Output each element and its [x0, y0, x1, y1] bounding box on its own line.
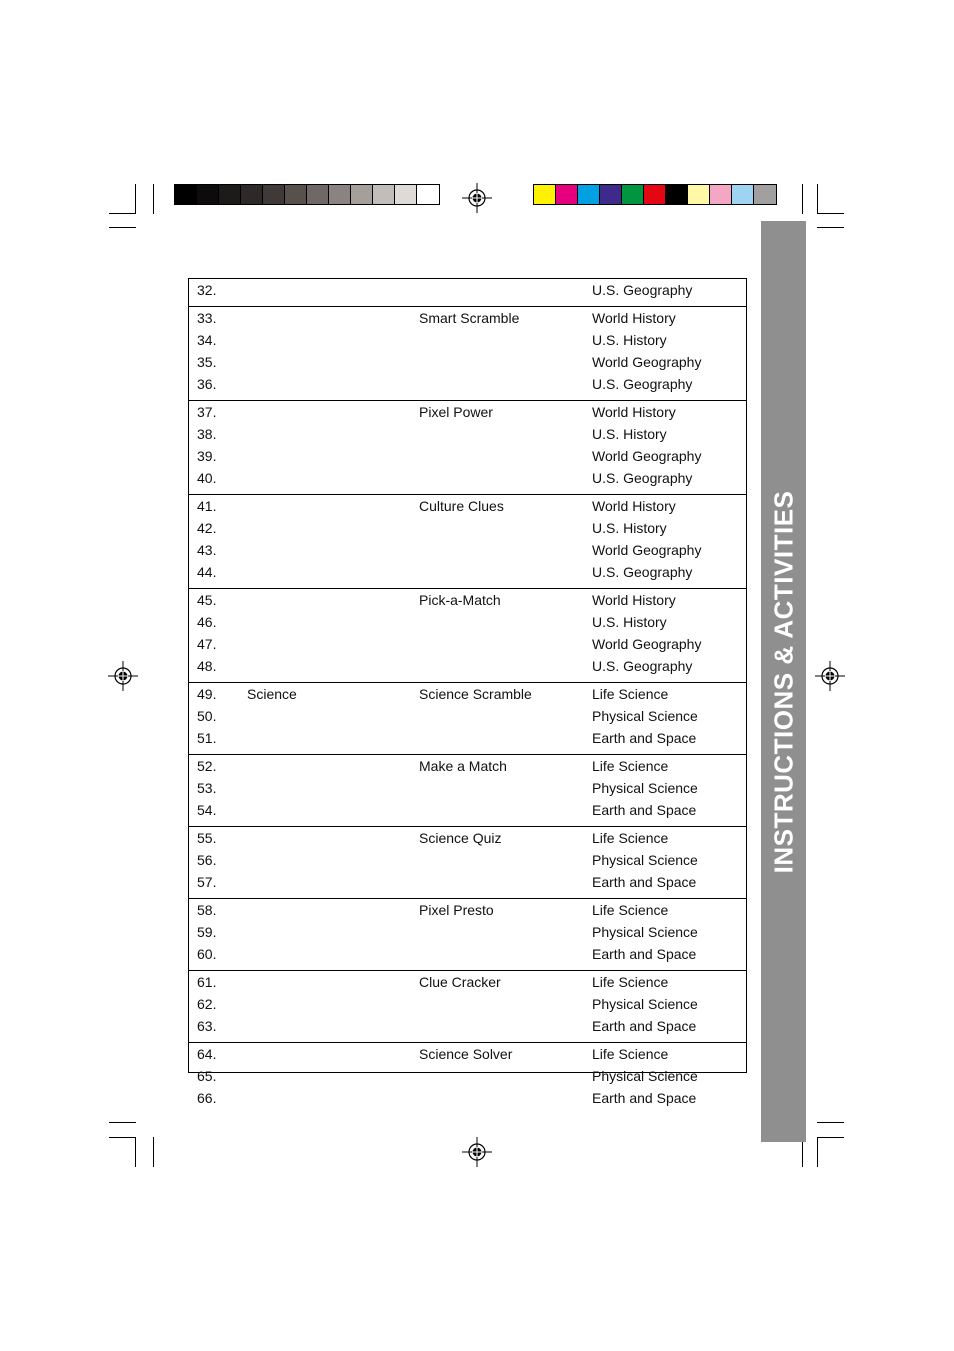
table-row [189, 1046, 746, 1068]
table-row [189, 614, 746, 636]
row-number: 59. [197, 924, 217, 940]
registration-target-icon [815, 661, 845, 691]
category-cell: U.S. History [592, 520, 667, 536]
table-row-group [189, 755, 746, 827]
table-row [189, 996, 746, 1018]
table-row [189, 758, 746, 780]
crop-mark [802, 184, 803, 214]
category-cell: Life Science [592, 758, 669, 774]
color-swatch [351, 185, 373, 204]
color-swatch [644, 185, 666, 204]
crop-mark [109, 1122, 136, 1123]
row-number: 32. [197, 282, 217, 298]
color-swatch [556, 185, 578, 204]
table-row [189, 902, 746, 924]
row-number: 50. [197, 708, 217, 724]
category-cell: Physical Science [592, 996, 698, 1012]
color-swatch [710, 185, 732, 204]
row-number: 36. [197, 376, 217, 392]
crop-mark [817, 1137, 818, 1167]
activity-table [188, 278, 747, 1106]
table-row [189, 830, 746, 852]
row-number: 64. [197, 1046, 217, 1062]
table-row [189, 780, 746, 802]
table-row [189, 1068, 746, 1090]
category-cell: Physical Science [592, 708, 698, 724]
activity-name-cell: Smart Scramble [419, 310, 520, 326]
process-color-bar [533, 184, 777, 205]
activity-name-cell: Clue Cracker [419, 974, 501, 990]
category-cell: Physical Science [592, 1068, 698, 1084]
table-row [189, 946, 746, 968]
category-cell: World Geography [592, 354, 702, 370]
row-number: 55. [197, 830, 217, 846]
table-row [189, 730, 746, 752]
table-row [189, 564, 746, 586]
color-swatch [622, 185, 644, 204]
table-row [189, 448, 746, 470]
row-number: 66. [197, 1090, 217, 1106]
table-row [189, 852, 746, 874]
color-swatch [732, 185, 754, 204]
color-swatch [534, 185, 556, 204]
category-cell: U.S. History [592, 426, 667, 442]
row-number: 43. [197, 542, 217, 558]
color-swatch [373, 185, 395, 204]
row-number: 47. [197, 636, 217, 652]
row-number: 54. [197, 802, 217, 818]
activity-name-cell: Make a Match [419, 758, 507, 774]
category-cell: Earth and Space [592, 946, 697, 962]
category-cell: U.S. History [592, 614, 667, 630]
table-row-group [189, 683, 746, 755]
color-swatch [600, 185, 622, 204]
row-number: 34. [197, 332, 217, 348]
row-number: 49. [197, 686, 217, 702]
table-row [189, 708, 746, 730]
row-number: 48. [197, 658, 217, 674]
row-number: 42. [197, 520, 217, 536]
crop-mark [817, 1122, 844, 1123]
table-row-group [189, 827, 746, 899]
table-row-group [189, 495, 746, 589]
category-cell: U.S. Geography [592, 564, 693, 580]
table-row [189, 1018, 746, 1040]
crop-mark [817, 227, 844, 228]
table-row-group [189, 971, 746, 1043]
table-row [189, 282, 746, 304]
color-swatch [307, 185, 329, 204]
table-row [189, 924, 746, 946]
row-number: 52. [197, 758, 217, 774]
table-row [189, 426, 746, 448]
row-number: 51. [197, 730, 217, 746]
category-cell: Life Science [592, 902, 669, 918]
category-cell: World History [592, 498, 676, 514]
table-row [189, 354, 746, 376]
color-swatch [285, 185, 307, 204]
color-swatch [329, 185, 351, 204]
row-number: 38. [197, 426, 217, 442]
color-swatch [666, 185, 688, 204]
color-swatch [241, 185, 263, 204]
table-row [189, 470, 746, 492]
activity-name-cell: Pixel Presto [419, 902, 494, 918]
table-row-group [189, 1043, 746, 1114]
crop-mark [109, 1137, 136, 1138]
table-row-group [189, 279, 746, 307]
row-number: 61. [197, 974, 217, 990]
color-swatch [197, 185, 219, 204]
row-number: 35. [197, 354, 217, 370]
crop-mark [109, 227, 136, 228]
table-row [189, 974, 746, 996]
category-cell: U.S. Geography [592, 470, 693, 486]
registration-target-icon [108, 661, 138, 691]
row-number: 65. [197, 1068, 217, 1084]
activity-name-cell: Science Quiz [419, 830, 502, 846]
category-cell: Earth and Space [592, 802, 697, 818]
table-row-group [189, 899, 746, 971]
table-row [189, 1090, 746, 1112]
table-row [189, 592, 746, 614]
table-row-group [189, 401, 746, 495]
crop-mark [817, 184, 818, 214]
section-side-tab [761, 221, 806, 1142]
row-number: 56. [197, 852, 217, 868]
category-cell: Physical Science [592, 924, 698, 940]
category-cell: Earth and Space [592, 1018, 697, 1034]
crop-mark [153, 184, 154, 214]
activity-name-cell: Pixel Power [419, 404, 493, 420]
category-cell: Earth and Space [592, 1090, 697, 1106]
activity-name-cell: Science Scramble [419, 686, 532, 702]
row-number: 46. [197, 614, 217, 630]
crop-mark [153, 1137, 154, 1167]
category-cell: U.S. Geography [592, 376, 693, 392]
category-cell: U.S. Geography [592, 282, 693, 298]
grayscale-color-bar [174, 184, 440, 205]
table-row [189, 686, 746, 708]
row-number: 58. [197, 902, 217, 918]
side-tab-label: INSTRUCTIONS & ACTIVITIES [768, 490, 798, 873]
row-number: 40. [197, 470, 217, 486]
activity-name-cell: Science Solver [419, 1046, 513, 1062]
color-swatch [578, 185, 600, 204]
row-number: 57. [197, 874, 217, 890]
color-swatch [754, 185, 776, 204]
category-cell: U.S. Geography [592, 658, 693, 674]
row-number: 37. [197, 404, 217, 420]
row-number: 53. [197, 780, 217, 796]
category-cell: Physical Science [592, 780, 698, 796]
category-cell: World Geography [592, 448, 702, 464]
color-swatch [263, 185, 285, 204]
table-row [189, 874, 746, 896]
color-swatch [417, 185, 439, 204]
category-cell: World Geography [592, 636, 702, 652]
color-swatch [395, 185, 417, 204]
table-row [189, 498, 746, 520]
category-cell: Earth and Space [592, 730, 697, 746]
color-swatch [219, 185, 241, 204]
category-cell: U.S. History [592, 332, 667, 348]
crop-mark [817, 1137, 844, 1138]
row-number: 41. [197, 498, 217, 514]
table-row [189, 332, 746, 354]
category-cell: World History [592, 310, 676, 326]
table-row [189, 636, 746, 658]
crop-mark [135, 184, 136, 214]
table-row-group [189, 589, 746, 683]
table-row [189, 520, 746, 542]
subject-cell: Science [247, 686, 297, 702]
row-number: 63. [197, 1018, 217, 1034]
color-swatch [175, 185, 197, 204]
crop-mark [135, 1137, 136, 1167]
row-number: 62. [197, 996, 217, 1012]
category-cell: Life Science [592, 830, 669, 846]
table-row [189, 376, 746, 398]
activity-name-cell: Pick-a-Match [419, 592, 501, 608]
registration-target-icon [462, 1137, 492, 1167]
category-cell: World History [592, 592, 676, 608]
activity-name-cell: Culture Clues [419, 498, 504, 514]
row-number: 39. [197, 448, 217, 464]
category-cell: Physical Science [592, 852, 698, 868]
crop-mark [109, 213, 136, 214]
table-row [189, 658, 746, 680]
crop-mark [817, 213, 844, 214]
category-cell: Life Science [592, 1046, 669, 1062]
table-row-group [189, 307, 746, 401]
table-row [189, 542, 746, 564]
registration-target-icon [462, 183, 492, 213]
row-number: 33. [197, 310, 217, 326]
category-cell: World Geography [592, 542, 702, 558]
row-number: 45. [197, 592, 217, 608]
row-number: 44. [197, 564, 217, 580]
category-cell: World History [592, 404, 676, 420]
category-cell: Earth and Space [592, 874, 697, 890]
category-cell: Life Science [592, 974, 669, 990]
table-row [189, 802, 746, 824]
category-cell: Life Science [592, 686, 669, 702]
row-number: 60. [197, 946, 217, 962]
color-swatch [688, 185, 710, 204]
table-row [189, 404, 746, 426]
table-row [189, 310, 746, 332]
